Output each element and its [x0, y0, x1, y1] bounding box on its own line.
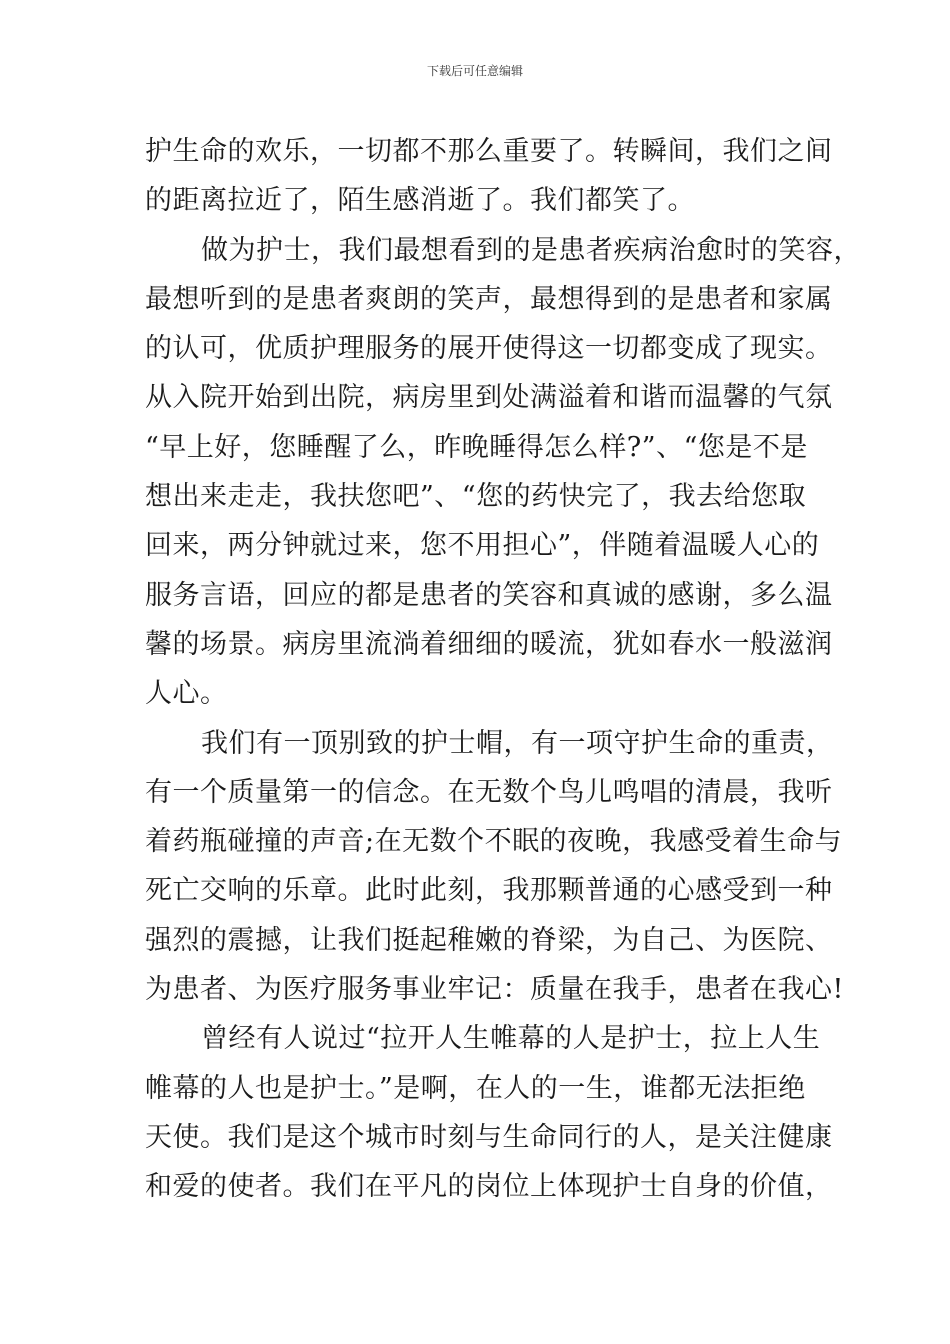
- paragraph-first-line: 曾经有人说过“拉开人生帷幕的人是护士，拉上人生: [201, 1023, 821, 1055]
- text-line: 馨的场景。病房里流淌着细细的暖流，犹如春水一般滋润: [145, 628, 833, 660]
- text-line: 的认可，优质护理服务的展开使得这一切都变成了现实。: [145, 333, 833, 365]
- text-line: 有一个质量第一的信念。在无数个鸟儿鸣唱的清晨，我听: [145, 776, 833, 808]
- document-body: [145, 127, 861, 1212]
- text-line: “早上好，您睡醒了么，昨晚睡得怎么样?”、“您是不是: [145, 431, 808, 463]
- text-line: 死亡交响的乐章。此时此刻，我那颗普通的心感受到一种: [145, 875, 833, 907]
- text-line: 帷幕的人也是护士。”是啊，在人的一生，谁都无法拒绝: [145, 1072, 806, 1104]
- text-line: 天使。我们是这个城市时刻与生命同行的人，是关注健康: [145, 1121, 833, 1153]
- paragraph-first-line: 做为护士，我们最想看到的是患者疾病治愈时的笑容，: [201, 234, 861, 266]
- text-line: 和爱的使者。我们在平凡的岗位上体现护士自身的价值，: [145, 1171, 833, 1203]
- text-line: 强烈的震撼，让我们挺起稚嫩的脊梁，为自己、为医院、: [145, 924, 833, 956]
- text-line: 从入院开始到出院，病房里到处满溢着和谐而温馨的气氛: [145, 382, 833, 414]
- text-line: 护生命的欢乐，一切都不那么重要了。转瞬间，我们之间: [145, 136, 833, 167]
- text-line: 服务言语，回应的都是患者的笑容和真诚的感谢，多么温: [145, 579, 833, 611]
- text-line: 着药瓶碰撞的声音;在无数个不眠的夜晚，我感受着生命与: [145, 826, 843, 858]
- text-line: 为患者、为医疗服务事业牢记：质量在我手，患者在我心!: [145, 974, 844, 1006]
- text-line: 想出来走走，我扶您吧”、“您的药快完了，我去给您取: [145, 481, 807, 513]
- text-line: 回来，两分钟就过来，您不用担心”，伴随着温暖人心的: [145, 530, 820, 562]
- text-line: 人心。: [145, 678, 228, 710]
- text-line: 最想听到的是患者爽朗的笑声，最想得到的是患者和家属: [145, 283, 833, 315]
- paragraph-first-line: 我们有一顶别致的护士帽，有一项守护生命的重责，: [201, 727, 834, 759]
- page-header: 下载后可任意编辑: [426, 64, 523, 78]
- text-line: 的距离拉近了，陌生感消逝了。我们都笑了。: [145, 185, 695, 217]
